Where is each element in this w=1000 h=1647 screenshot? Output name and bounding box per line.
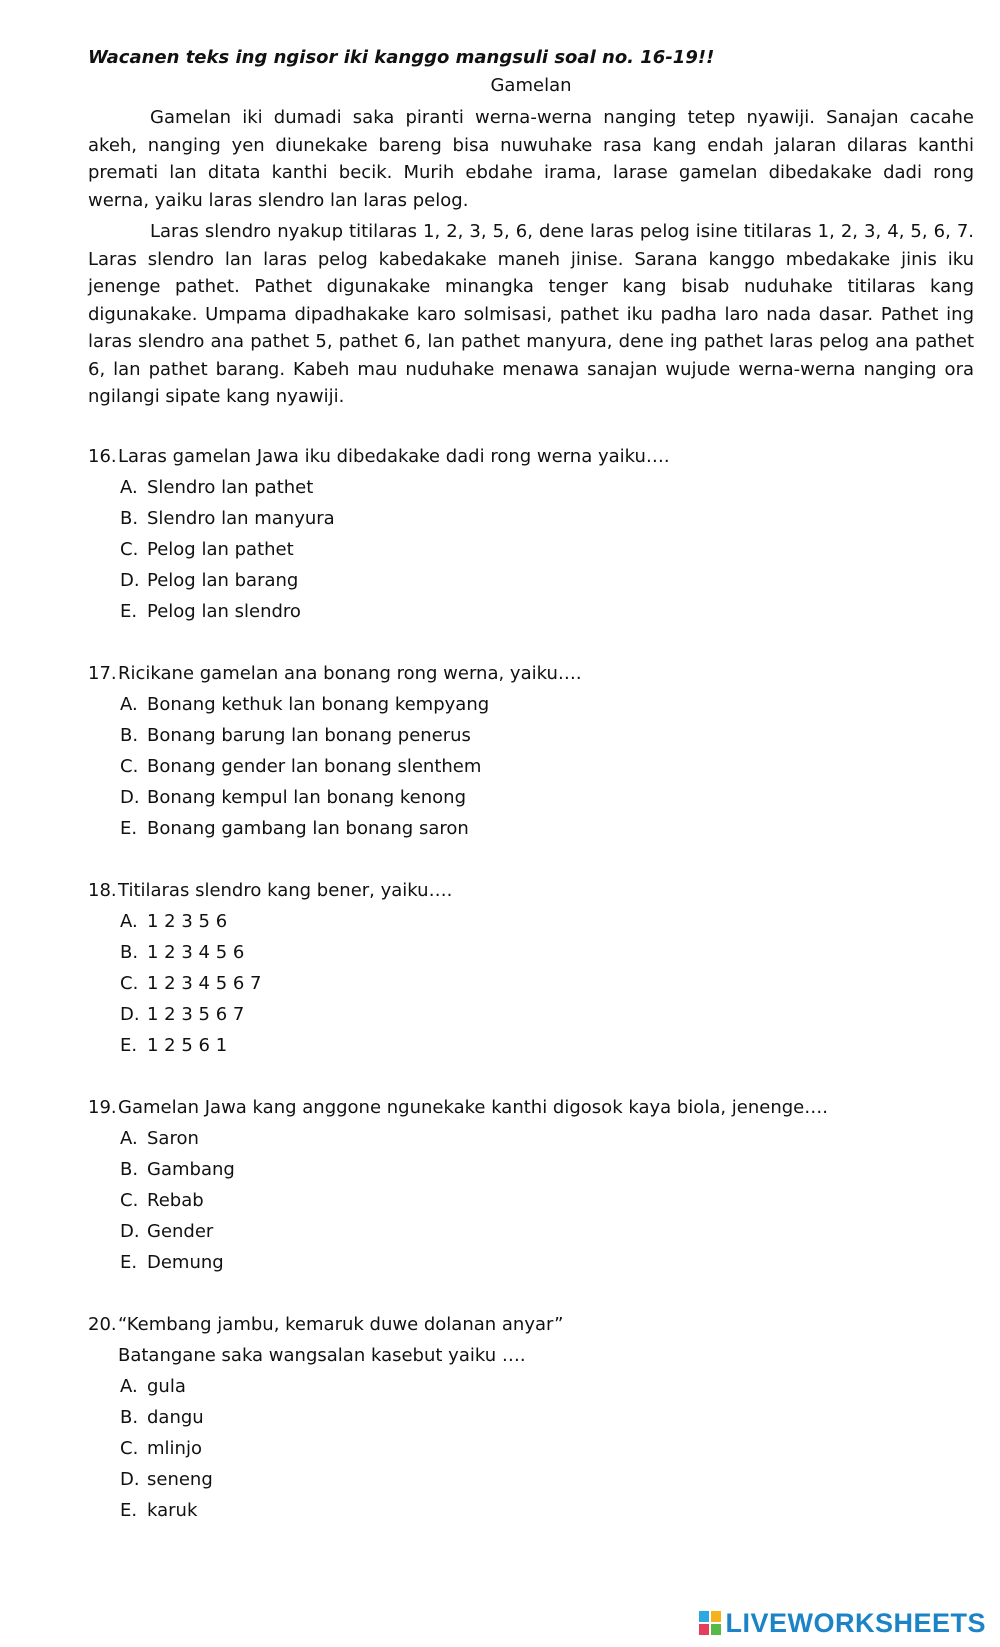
option-item xyxy=(120,782,974,813)
option-item xyxy=(120,968,974,999)
option-text: Bonang barung lan bonang penerus xyxy=(147,724,471,746)
option-letter: C. xyxy=(120,1189,139,1211)
question-number: 19. xyxy=(88,1096,117,1118)
question-stem xyxy=(88,875,974,906)
option-item xyxy=(120,1123,974,1154)
option-text: 1 2 3 5 6 xyxy=(147,910,228,932)
option-item xyxy=(120,596,974,627)
option-text: 1 2 3 5 6 7 xyxy=(147,1004,245,1026)
option-text: dangu xyxy=(147,1406,204,1428)
option-item xyxy=(120,689,974,720)
option-letter: D. xyxy=(120,1469,140,1491)
question-text: Gamelan Jawa kang anggone ngunekake kanthi digosok kaya biola, jenenge…. xyxy=(118,1096,828,1118)
option-letter: E. xyxy=(120,818,138,840)
option-text: seneng xyxy=(147,1469,213,1491)
option-letter: C. xyxy=(120,972,139,994)
question-text: “Kembang jambu, kemaruk duwe dolanan anyar” xyxy=(118,1313,564,1335)
option-text: Pelog lan pathet xyxy=(147,538,294,560)
passage-title: Gamelan xyxy=(490,75,572,96)
question-text: Titilaras slendro kang bener, yaiku…. xyxy=(118,879,453,901)
option-text: Rebab xyxy=(147,1189,204,1211)
option-text: Bonang gender lan bonang slenthem xyxy=(147,755,482,777)
question-16 xyxy=(88,441,974,628)
logo-text: LIVEWORKSHEETS xyxy=(725,1607,986,1638)
option-letter: A. xyxy=(120,1127,138,1149)
option-letter: B. xyxy=(120,941,139,963)
option-item xyxy=(120,1402,974,1433)
question-number: 17. xyxy=(88,662,117,684)
option-letter: C. xyxy=(120,538,139,560)
option-text: Bonang kempul lan bonang kenong xyxy=(147,787,467,809)
option-letter: D. xyxy=(120,787,140,809)
option-item xyxy=(120,1495,974,1526)
question-stem xyxy=(88,1092,974,1123)
option-letter: B. xyxy=(120,1406,139,1428)
option-letter: D. xyxy=(120,1221,140,1243)
option-item xyxy=(120,906,974,937)
question-number: 18. xyxy=(88,879,117,901)
option-text: Gambang xyxy=(147,1158,235,1180)
option-text: Bonang gambang lan bonang saron xyxy=(147,818,469,840)
option-letter: A. xyxy=(120,693,138,715)
option-item xyxy=(120,1464,974,1495)
option-item xyxy=(120,1433,974,1464)
option-list xyxy=(88,689,974,845)
option-item xyxy=(120,1247,974,1278)
option-letter: A. xyxy=(120,910,138,932)
liveworksheets-logo xyxy=(699,1608,986,1638)
question-text: Ricikane gamelan ana bonang rong werna, yaiku…. xyxy=(118,662,582,684)
option-letter: E. xyxy=(120,1252,138,1274)
option-item xyxy=(120,1154,974,1185)
question-list xyxy=(88,441,974,1527)
option-letter: E. xyxy=(120,601,138,623)
option-text: gula xyxy=(147,1375,186,1397)
option-letter: E. xyxy=(120,1035,138,1057)
option-text: 1 2 5 6 1 xyxy=(147,1035,228,1057)
question-stem xyxy=(88,441,974,472)
passage-paragraph: Laras slendro nyakup titilaras 1, 2, 3, 5, 6, dene laras pelog isine titilaras 1, 2, 3, 4, 5, 6, 7. Laras slendro lan laras pelog kabedakake maneh jinise. Sarana kanggo mbedakake jinis iku jenenge pathet. Pathet digunakake minangka tenger kang bisab nuduhake titilaras kang digunakake. Umpama dipadhakake karo solmisasi, pathet iku padha laro nada dasar. Pathet ing laras slendro ana pathet 5, pathet 6, lan pathet manyura, dene ing pathet laras pelog ana pathet 6, lan pathet barang. Kabeh mau nuduhake menawa sanajan wujude werna-werna nanging ora ngilangi sipate kang nyawiji. xyxy=(88,221,974,407)
option-list xyxy=(88,906,974,1062)
option-item xyxy=(120,720,974,751)
option-item xyxy=(120,472,974,503)
option-item xyxy=(120,999,974,1030)
option-letter: E. xyxy=(120,1500,138,1522)
option-text: Slendro lan pathet xyxy=(147,476,314,498)
option-text: Pelog lan barang xyxy=(147,570,299,592)
option-letter: C. xyxy=(120,1437,139,1459)
option-item xyxy=(120,565,974,596)
option-list xyxy=(88,1123,974,1279)
option-text: Demung xyxy=(147,1252,224,1274)
option-text: karuk xyxy=(147,1500,198,1522)
option-item xyxy=(120,813,974,844)
option-text: Pelog lan slendro xyxy=(147,601,301,623)
option-item xyxy=(120,937,974,968)
worksheet-page xyxy=(88,44,974,1527)
logo-icon xyxy=(699,1611,721,1635)
option-item xyxy=(120,503,974,534)
option-item xyxy=(120,751,974,782)
question-stem xyxy=(88,1309,974,1340)
option-item xyxy=(120,1216,974,1247)
passage-paragraph: Gamelan iki dumadi saka piranti werna-werna nanging tetep nyawiji. Sanajan cacahe akeh, nanging yen diunekake bareng bisa nuwuhake rasa kang endah jalaran dilaras kanthi premati lan ditata kanthi becik. Murih ebdahe irama, larase gamelan dibedakake dadi rong werna, yaiku laras slendro lan laras pelog. xyxy=(88,107,974,211)
option-text: mlinjo xyxy=(147,1437,202,1459)
option-letter: A. xyxy=(120,1375,138,1397)
instruction-text: Wacanen teks ing ngisor iki kanggo mangsuli soal no. 16-19!! xyxy=(88,47,715,68)
option-letter: A. xyxy=(120,476,138,498)
option-text: 1 2 3 4 5 6 xyxy=(147,941,245,963)
option-text: Gender xyxy=(147,1221,214,1243)
question-20 xyxy=(88,1309,974,1527)
question-subtext: Batangane saka wangsalan kasebut yaiku …. xyxy=(118,1344,526,1366)
question-number: 20. xyxy=(88,1313,117,1335)
option-item xyxy=(120,1185,974,1216)
option-list xyxy=(88,472,974,628)
question-17 xyxy=(88,658,974,845)
question-number: 16. xyxy=(88,445,117,467)
question-stem xyxy=(88,658,974,689)
option-letter: B. xyxy=(120,1158,139,1180)
option-text: Slendro lan manyura xyxy=(147,507,335,529)
option-letter: C. xyxy=(120,755,139,777)
option-list xyxy=(88,1371,974,1527)
option-text: Bonang kethuk lan bonang kempyang xyxy=(147,693,490,715)
option-item xyxy=(120,1030,974,1061)
option-text: 1 2 3 4 5 6 7 xyxy=(147,972,262,994)
option-letter: D. xyxy=(120,570,140,592)
option-item xyxy=(120,534,974,565)
option-item xyxy=(120,1371,974,1402)
option-text: Saron xyxy=(147,1127,199,1149)
question-19 xyxy=(88,1092,974,1279)
option-letter: D. xyxy=(120,1004,140,1026)
question-text: Laras gamelan Jawa iku dibedakake dadi rong werna yaiku…. xyxy=(118,445,670,467)
option-letter: B. xyxy=(120,507,139,529)
option-letter: B. xyxy=(120,724,139,746)
question-18 xyxy=(88,875,974,1062)
